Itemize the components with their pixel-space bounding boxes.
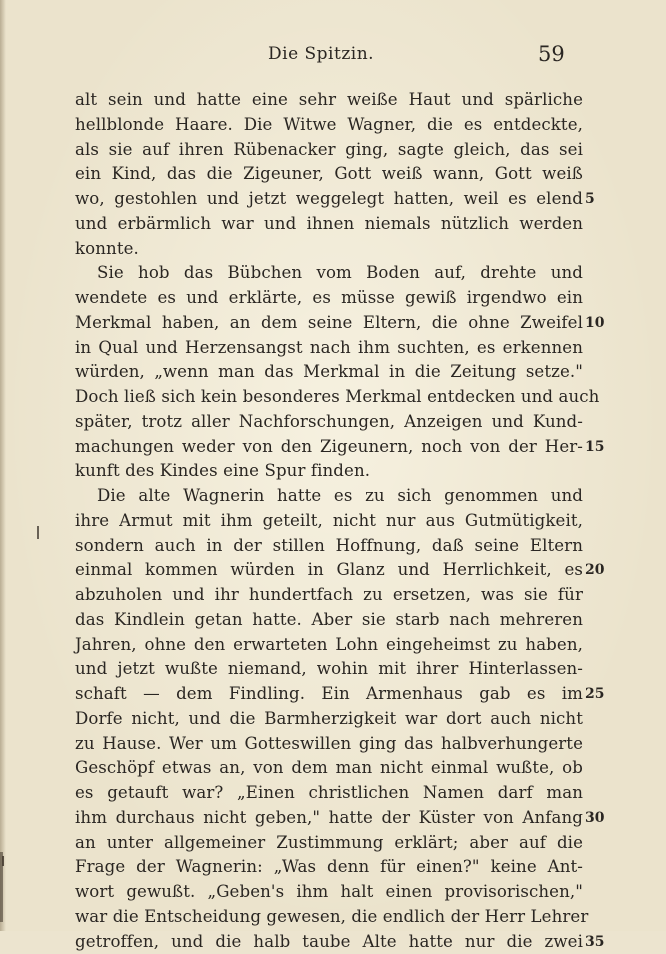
text-line: wo, gestohlen und jetzt weggelegt hatten, weil es elend: [75, 187, 583, 212]
line-number: 10: [585, 311, 604, 336]
body-text: [75, 88, 583, 954]
text-line: einmal kommen würden in Glanz und Herrlichkeit, es: [75, 558, 583, 583]
text-line: abzuholen und ihr hundertfach zu ersetzen, was sie für: [75, 583, 583, 608]
text-line: ihm durchaus nicht geben," hatte der Küster von Anfang: [75, 806, 583, 831]
text-line: Jahren, ohne den erwarteten Lohn eingeheimst zu haben,: [75, 633, 583, 658]
text-line: war die Entscheidung gewesen, die endlich der Herr Lehrer: [75, 905, 583, 930]
text-line: getroffen, und die halb taube Alte hatte nur die zwei: [75, 930, 583, 954]
text-line: das Kindlein getan hatte. Aber sie starb nach mehreren: [75, 608, 583, 633]
text-line: machungen weder von den Zigeunern, noch von der Her-: [75, 435, 583, 460]
text-line: ihre Armut mit ihm geteilt, nicht nur aus Gutmütigkeit,: [75, 509, 583, 534]
line-number: 25: [585, 682, 604, 707]
line-number: 30: [585, 806, 604, 831]
text-line: und jetzt wußte niemand, wohin mit ihrer Hinterlassen-: [75, 657, 583, 682]
text-line: wort gewußt. „Geben's ihm halt einen provisorischen,": [75, 880, 583, 905]
text-line: an unter allgemeiner Zustimmung erklärt; aber auf die: [75, 831, 583, 856]
text-line: hellblonde Haare. Die Witwe Wagner, die es entdeckte,: [75, 113, 583, 138]
text-line: konnte.: [75, 237, 583, 262]
running-title: Die Spitzin.: [268, 44, 374, 64]
page-header: [0, 42, 666, 70]
text-line: Frage der Wagnerin: „Was denn für einen?" keine Ant-: [75, 855, 583, 880]
text-line: Merkmal haben, an dem seine Eltern, die ohne Zweifel: [75, 311, 583, 336]
line-number: 20: [585, 558, 604, 583]
text-line: Die alte Wagnerin hatte es zu sich genommen und: [75, 484, 583, 509]
text-line: alt sein und hatte eine sehr weiße Haut und spärliche: [75, 88, 583, 113]
text-line: schaft — dem Findling. Ein Armenhaus gab es im: [75, 682, 583, 707]
line-number: 35: [585, 930, 604, 954]
page-number: 59: [538, 42, 565, 66]
line-number: 5: [585, 187, 595, 212]
text-line: Sie hob das Bübchen vom Boden auf, drehte und: [75, 261, 583, 286]
binding-mark-detail: [2, 856, 4, 866]
text-line: später, trotz aller Nachforschungen, Anzeigen und Kund-: [75, 410, 583, 435]
text-line: es getauft war? „Einen christlichen Namen darf man: [75, 781, 583, 806]
text-line: Dorfe nicht, und die Barmherzigkeit war dort auch nicht: [75, 707, 583, 732]
text-line: sondern auch in der stillen Hoffnung, daß seine Eltern: [75, 534, 583, 559]
text-line: in Qual und Herzensangst nach ihm suchten, es erkennen: [75, 336, 583, 361]
line-number: 15: [585, 435, 604, 460]
text-line: würden, „wenn man das Merkmal in die Zeitung setze.": [75, 360, 583, 385]
text-line: als sie auf ihren Rübenacker ging, sagte gleich, das sei: [75, 138, 583, 163]
margin-tick-mark: [37, 526, 39, 539]
text-line: wendete es und erklärte, es müsse gewiß irgendwo ein: [75, 286, 583, 311]
text-line: und erbärmlich war und ihnen niemals nützlich werden: [75, 212, 583, 237]
page-edge-shadow: [0, 0, 6, 931]
text-line: Doch ließ sich kein besonderes Merkmal entdecken und auch: [75, 385, 583, 410]
text-line: zu Hause. Wer um Gotteswillen ging das halbverhungerte: [75, 732, 583, 757]
text-line: Geschöpf etwas an, von dem man nicht einmal wußte, ob: [75, 756, 583, 781]
text-line: ein Kind, das die Zigeuner, Gott weiß wann, Gott weiß: [75, 162, 583, 187]
text-line: kunft des Kindes eine Spur finden.: [75, 459, 583, 484]
